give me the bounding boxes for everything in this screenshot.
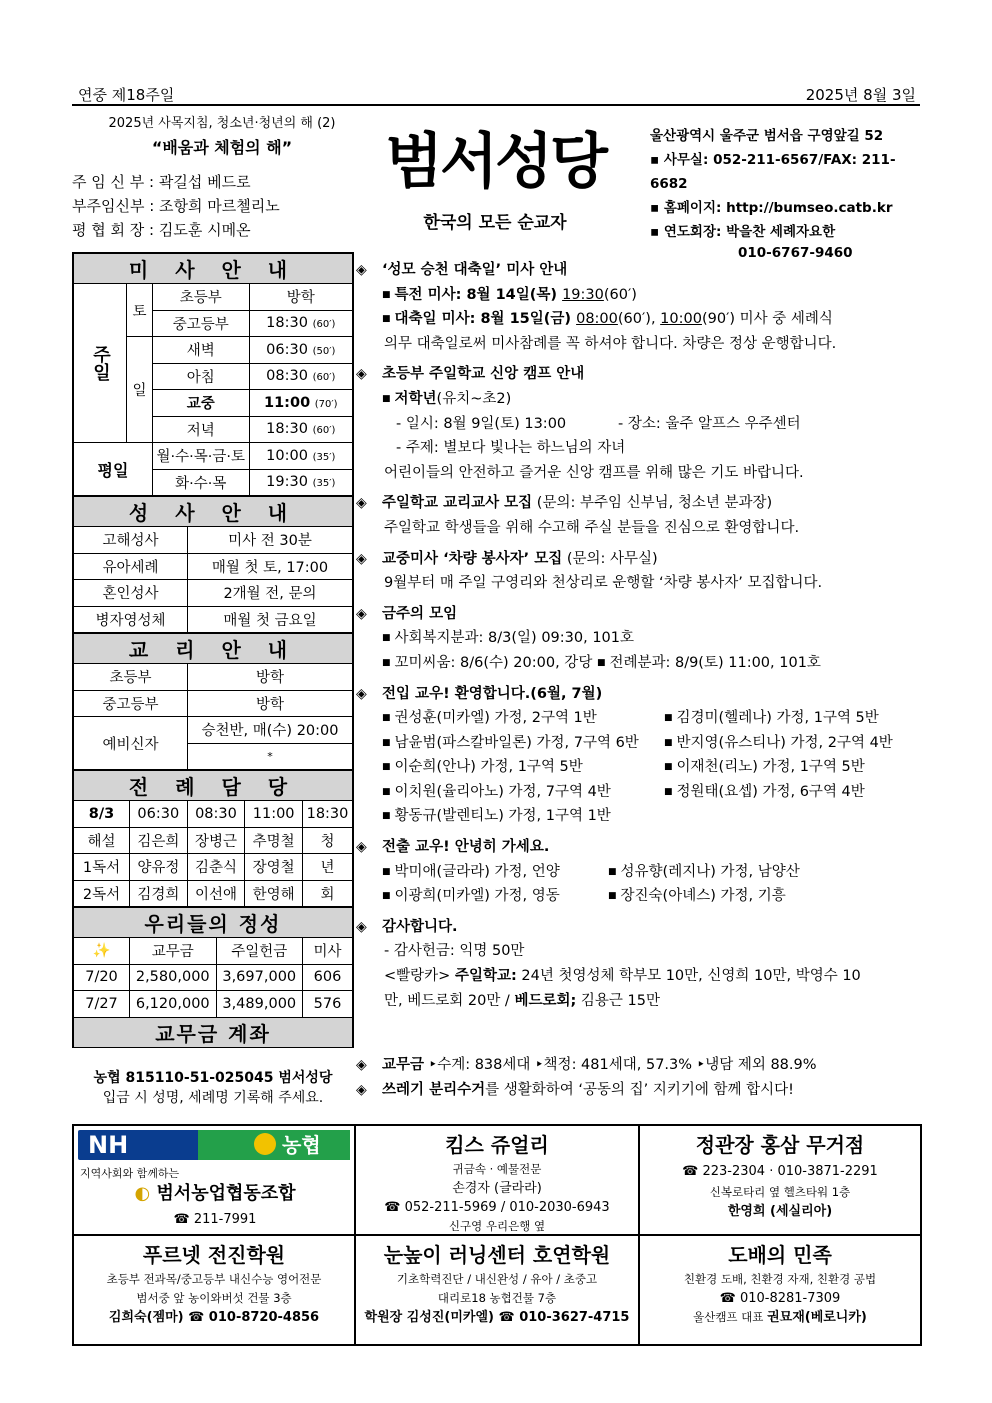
catechumen-class: 승천반, 매(수) 20:00 xyxy=(188,717,353,744)
sunday-label: 주일 xyxy=(74,284,127,443)
liturgy-title: 전 례 담 당 xyxy=(74,771,353,801)
offering-value: 3,489,000 xyxy=(216,991,303,1018)
offering-value: 6,120,000 xyxy=(130,991,217,1018)
offering-date: 7/27 xyxy=(74,991,130,1018)
pastoral-year: 2025년 사목지침, 청소년·청년의 해 (2) xyxy=(108,116,336,131)
pastor: 주 임 신 부 : 곽길섭 베드로 xyxy=(72,173,251,191)
diamond-bullet-icon: ◈ xyxy=(356,550,367,567)
nh-mark-icon: ◐ xyxy=(134,1183,151,1204)
mass-table xyxy=(73,253,353,496)
bank-account xyxy=(72,1068,354,1108)
bank-note: 입금 시 성명, 세례명 기록해 주세요. xyxy=(102,1090,324,1106)
diamond-bullet-icon: ◈ xyxy=(356,605,367,622)
weekday-label: 평일 xyxy=(74,443,153,496)
mass-time: 11:00 (70′) xyxy=(249,390,352,417)
notice-teacher-recruit: ◈ 주일학교 교리교사 모집 (문의: 부주임 신부님, 청소년 분과장) 주일학교 학생들을 위해 수고해 주실 분들을 진심으로 환영합니다. xyxy=(356,491,928,540)
liturgy-time: 06:30 xyxy=(130,801,188,828)
offering-header: 주일헌금 xyxy=(216,938,303,965)
mass-name: 중고등부 xyxy=(152,310,249,337)
mass-time: 10:00 (35′) xyxy=(249,443,352,470)
liturgy-time: 08:30 xyxy=(187,801,245,828)
patron-dedication: 한국의 모든 순교자 xyxy=(423,213,567,233)
mass-name: 새벽 xyxy=(152,337,249,364)
offering-header: 교무금 xyxy=(130,938,217,965)
nh-mark-icon xyxy=(254,1133,276,1155)
square-bullet-icon: ■ xyxy=(596,657,606,668)
saturday-label: 토 xyxy=(127,284,153,337)
notice-farewell: ◈ 전출 교우! 안녕히 가세요. ■ 박미애(글라라) 가정, 언양 ■ 성유향(레지나) 가정, 남양산 ■ 이광희(미카엘) 가정, 영동 ■ 장진숙(아녜스) 가정, 기흥 xyxy=(356,835,928,909)
diamond-bullet-icon: ◈ xyxy=(356,495,367,512)
header-left xyxy=(72,112,372,242)
catechism-table xyxy=(73,633,353,770)
liturgy-time: 18:30 xyxy=(303,801,353,828)
sacristan-phone: 010-6767-9460 xyxy=(738,245,853,261)
catechism-value: 방학 xyxy=(188,664,353,691)
parish-address: 울산광역시 울주군 범서읍 구영앞길 52 xyxy=(650,128,884,144)
sacrament-name: 병자영성체 xyxy=(74,606,188,633)
offering-value: 576 xyxy=(303,991,353,1018)
staff-list xyxy=(72,170,372,242)
liturgy-role: 1독서 xyxy=(74,854,130,881)
ad-kims-jewelry: 킴스 쥬얼리 귀금속 · 예물전문 손경자 (글라라) ☎ 052-211-5969 / 010-2030-6943 신구영 우리은행 옆 xyxy=(355,1125,639,1235)
liturgy-person: 장병근 xyxy=(187,827,245,854)
sparkle-icon: ✨ xyxy=(74,938,130,965)
diamond-bullet-icon: ◈ xyxy=(356,366,367,383)
homepage: ▪ 홈페이지: http://bumseo.catb.kr xyxy=(650,200,893,216)
notice-driver-recruit: ◈ 교중미사 ‘차량 봉사자’ 모집 (문의: 사무실) 9월부터 매 주일 구영리와 천상리로 운행할 ‘차량 봉사자’ 모집합니다. xyxy=(356,547,928,596)
mass-time: 방학 xyxy=(249,284,352,311)
ad-ginseng: 정관장 홍삼 무거점 ☎ 223-2304 · 010-3871-2291 신복로타리 옆 헬츠타워 1층 한영희 (세실리아) xyxy=(639,1125,921,1235)
sacristan: ▪ 연도회장: 박을찬 세례자요한 xyxy=(650,224,836,240)
left-column xyxy=(72,252,354,1048)
mass-name: 월·수·목·금·토 xyxy=(152,443,249,470)
sacrament-name: 유아세례 xyxy=(74,553,188,580)
year-motto: “배움과 체험의 해” xyxy=(151,138,293,157)
ad-section xyxy=(72,1124,922,1346)
nh-logo: NH 농협 xyxy=(78,1130,350,1160)
sacrament-table xyxy=(73,496,353,633)
sacrament-value: 매월 첫 토, 17:00 xyxy=(188,553,353,580)
mass-time: 06:30 (50′) xyxy=(249,337,352,364)
liturgy-date: 8/3 xyxy=(74,801,130,828)
liturgy-person: 회 xyxy=(303,880,353,907)
notice-thanks: ◈ 감사합니다. - 감사헌금: 익명 50만 <빨랑카> 주일학교: 24년 첫영성체 학부모 10만, 신영희 10만, 박영수 10 만, 베드로회 20만 / 베드로회; 김용근 15만 xyxy=(356,915,928,1013)
catechism-value: 방학 xyxy=(188,690,353,717)
catechumen-label: 예비신자 xyxy=(74,717,188,770)
offering-value: 3,697,000 xyxy=(216,964,303,991)
notice-welcome: ◈ 전입 교우! 환영합니다.(6월, 7월) ■ 권성훈(미카엘) 가정, 2구역 1반 ■ 김경미(헬레나) 가정, 1구역 5반 ■ 남윤범(파스칼바일론) 가정, 7구역 6반 ■ 반지영(유스티나) 가정, 2구역 4반 ■ 이순희(안나) 가정, 1구역 5반 ■ 이재천(리노) 가정, 1구역 5반 ■ 이치원(율리아노) 가정, 7구역 4반 ■ 정원태(요셉) 가정, 6구역 4반 ■ 황동규(발렌티노) 가정, 1구역 1반 xyxy=(356,682,928,830)
notice-dues: ◈ 교무금 ‣수계: 838세대 ‣책정: 481세대, 57.3% ‣냉담 제외 88.9% ◈ 쓰레기 분리수거를 생활화하여 ‘공동의 집’ 지키기에 함께 합시다! xyxy=(356,1053,928,1102)
sacrament-name: 혼인성사 xyxy=(74,580,188,607)
notice-column xyxy=(356,258,928,1102)
square-bullet-icon: ■ xyxy=(382,393,391,404)
sacrament-title: 성 사 안 내 xyxy=(74,497,353,527)
liturgy-person: 추명철 xyxy=(245,827,303,854)
square-bullet-icon: ■ xyxy=(382,314,391,325)
sacrament-value: 미사 전 30분 xyxy=(188,527,353,554)
sacrament-value: 매월 첫 금요일 xyxy=(188,606,353,633)
header-right xyxy=(650,124,925,262)
bank-account-number: 농협 815110-51-025045 범서성당 xyxy=(93,1070,333,1086)
offering-date: 7/20 xyxy=(74,964,130,991)
ad-nunnopi: 눈높이 러닝센터 호연학원 기초학력진단 / 내신완성 / 유아 / 초중고 대리로18 농협건물 7층 학원장 김성진(미카엘) ☎ 010-3627-4715 xyxy=(355,1235,639,1345)
liturgy-person: 김춘식 xyxy=(187,854,245,881)
mass-time: 19:30 (35′) xyxy=(249,469,352,496)
offering-value: 2,580,000 xyxy=(130,964,217,991)
council-president: 평 협 회 장 : 김도훈 시메온 xyxy=(72,221,251,239)
square-bullet-icon: ■ xyxy=(382,289,391,300)
ad-nonghyup: NH 농협 지역사회와 함께하는 ◐ 범서농업협동조합 ☎ 211-7991 xyxy=(73,1125,355,1235)
liturgy-person: 김경희 xyxy=(130,880,188,907)
office-phone: ▪ 사무실: 052-211-6567/FAX: 211-6682 xyxy=(650,152,896,192)
offering-table xyxy=(73,907,353,1047)
offering-header: 미사 xyxy=(303,938,353,965)
liturgy-table xyxy=(73,770,353,907)
liturgical-week: 연중 제18주일 xyxy=(78,86,175,104)
liturgy-person: 년 xyxy=(303,854,353,881)
liturgy-time: 11:00 xyxy=(245,801,303,828)
diamond-bullet-icon: ◈ xyxy=(356,839,367,856)
catechism-title: 교 리 안 내 xyxy=(74,634,353,664)
liturgy-person: 김은희 xyxy=(130,827,188,854)
catechism-name: 중고등부 xyxy=(74,690,188,717)
liturgy-role: 해설 xyxy=(74,827,130,854)
liturgy-person: 양유정 xyxy=(130,854,188,881)
catechumen-note: * xyxy=(188,743,353,770)
assistant-pastor: 부주임신부 : 조항희 마르첼리노 xyxy=(72,197,280,215)
mass-title: 미 사 안 내 xyxy=(74,254,353,284)
ad-prunet: 푸르넷 전진학원 초등부 전과목/중고등부 내신수능 영어전문 범서중 앞 농이와버섯 건물 3층 김희숙(젬마) ☎ 010-8720-4856 xyxy=(73,1235,355,1345)
liturgy-person: 장영철 xyxy=(245,854,303,881)
top-line xyxy=(72,84,920,106)
liturgy-person: 한영해 xyxy=(245,880,303,907)
mass-name: 초등부 xyxy=(152,284,249,311)
offering-value: 606 xyxy=(303,964,353,991)
diamond-bullet-icon: ◈ xyxy=(356,262,367,278)
sacrament-name: 고해성사 xyxy=(74,527,188,554)
sacrament-value: 2개월 전, 문의 xyxy=(188,580,353,607)
notice-assumption: ◈ ‘성모 승천 대축일’ 미사 안내 ■ 특전 미사: 8월 14일(목) 19:30(60′) ■ 대축일 미사: 8월 15일(금) 08:00(60′), 10:00(90′) 미사 중 세례식 의무 대축일로써 미사참례를 꼭 하셔야 합니다. 차량은 정상 운행합니다. xyxy=(356,258,928,356)
bank-title: 교무금 계좌 xyxy=(74,1017,353,1047)
mass-name: 아침 xyxy=(152,363,249,390)
sunday-day-label: 일 xyxy=(127,337,153,443)
header-center xyxy=(364,122,626,233)
mass-name: 저녁 xyxy=(152,416,249,443)
parish-name: 범서성당 xyxy=(385,127,605,197)
catechism-name: 초등부 xyxy=(74,664,188,691)
diamond-bullet-icon: ◈ xyxy=(356,685,367,702)
mass-name: 교중 xyxy=(152,390,249,417)
mass-time: 18:30 (60′) xyxy=(249,310,352,337)
diamond-bullet-icon: ◈ xyxy=(356,1081,367,1098)
notice-meetings: ◈ 금주의 모임 ■ 사회복지분과: 8/3(일) 09:30, 101호 ■ 꼬미씨움: 8/6(수) 20:00, 강당 ■ 전례분과: 8/9(토) 11:00, 101호 xyxy=(356,602,928,676)
ad-dobae: 도배의 민족 친환경 도배, 친환경 자재, 친환경 공법 ☎ 010-8281-7309 울산캠프 대표 권묘재(베로니카) xyxy=(639,1235,921,1345)
liturgy-person: 이선애 xyxy=(187,880,245,907)
liturgy-person: 청 xyxy=(303,827,353,854)
mass-name: 화·수·목 xyxy=(152,469,249,496)
diamond-bullet-icon: ◈ xyxy=(356,918,367,935)
liturgy-role: 2독서 xyxy=(74,880,130,907)
bulletin-date: 2025년 8월 3일 xyxy=(805,86,916,104)
offering-title: 우리들의 정성 xyxy=(74,908,353,938)
square-bullet-icon: ■ xyxy=(382,633,391,644)
square-bullet-icon: ■ xyxy=(382,657,391,668)
notice-faith-camp: ◈ 초등부 주일학교 신앙 캠프 안내 ■ 저학년(유치~초2) - 일시: 8월 9일(토) 13:00 - 장소: 울주 알프스 우주센터 - 주제: 별보다 빛나는 하느님의 자녀 어린이들의 안전하고 즐거운 신앙 캠프를 위해 많은 기도 바랍니다. xyxy=(356,362,928,485)
mass-time: 08:30 (60′) xyxy=(249,363,352,390)
diamond-bullet-icon: ◈ xyxy=(356,1057,367,1074)
mass-time: 18:30 (60′) xyxy=(249,416,352,443)
